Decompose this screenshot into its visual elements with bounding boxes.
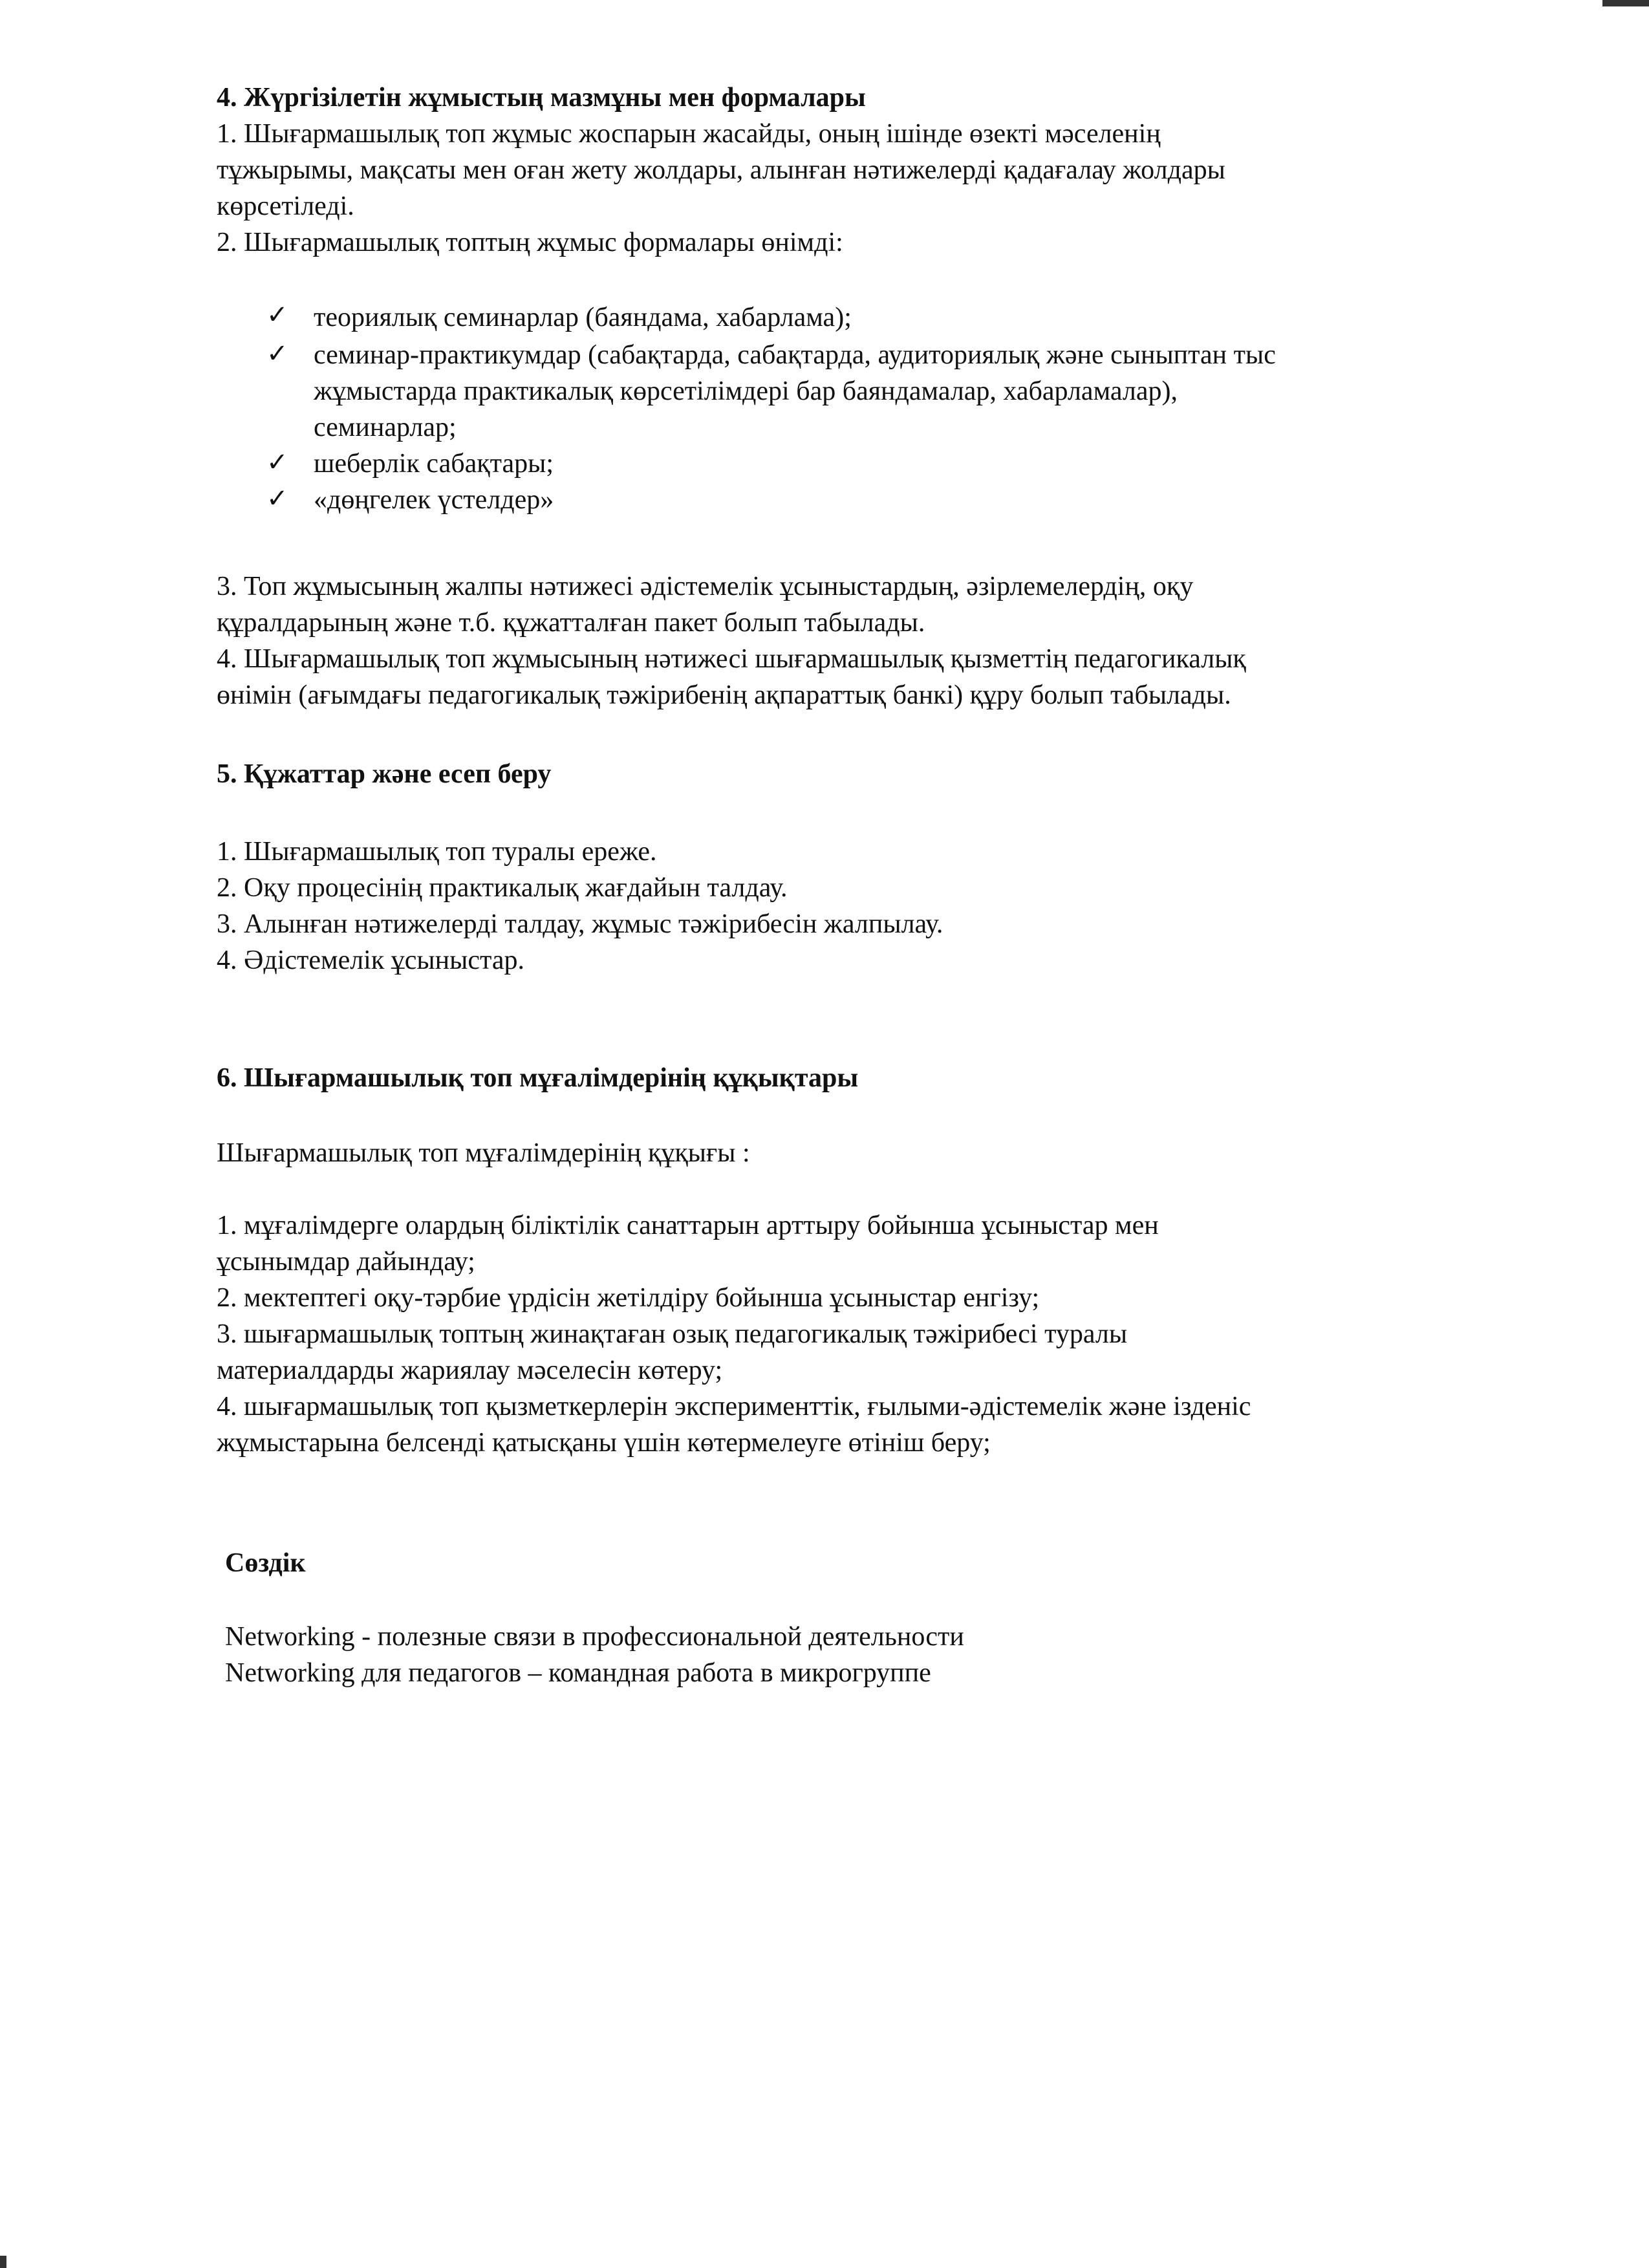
- section-5-item-4: 4. Әдістемелік ұсыныстар.: [217, 945, 524, 975]
- section-6-line-5: материалдарды жариялау мәселесін көтеру;: [217, 1355, 723, 1385]
- section-5-item-2: 2. Оқу процесінің практикалық жағдайын талдау.: [217, 873, 788, 903]
- section-6-line-2: ұсынымдар дайындау;: [217, 1247, 475, 1277]
- section-6-line-3: 2. мектептегі оқу-тәрбие үрдісін жетілдіру бойынша ұсыныстар енгізу;: [217, 1283, 1040, 1313]
- section-4-paragraph-4-line-2: өнімін (ағымдағы педагогикалық тәжірибенің ақпараттық банкі) құру болып табылады.: [217, 680, 1231, 710]
- section-6-line-7: жұмыстарына белсенді қатысқаны үшін көтермелеуге өтініш беру;: [217, 1428, 991, 1458]
- glossary-heading: Сөздік: [225, 1548, 306, 1578]
- section-4-paragraph-1-line-1: 1. Шығармашылық топ жұмыс жоспарын жасайды, оның ішінде өзекті мәселенің: [217, 119, 1161, 149]
- section-4-paragraph-4-line-1: 4. Шығармашылық топ жұмысының нәтижесі шығармашылық қызметтің педагогикалық: [217, 644, 1246, 674]
- section-6-line-4: 3. шығармашылық топтың жинақтаған озық педагогикалық тәжірибесі туралы: [217, 1319, 1128, 1349]
- check-item-2-line-3: семинарлар;: [314, 413, 457, 442]
- scan-edge-mark-top-right: [1602, 0, 1649, 6]
- section-6-heading: 6. Шығармашылық топ мұғалімдерінің құқықтары: [217, 1063, 859, 1093]
- section-5-item-3: 3. Алынған нәтижелерді талдау, жұмыс тәжірибесін жалпылау.: [217, 909, 943, 939]
- section-4-heading: 4. Жүргізілетін жұмыстың мазмұны мен формалары: [217, 83, 866, 113]
- section-6-line-1: 1. мұғалімдерге олардың біліктілік санаттарын арттыру бойынша ұсыныстар мен: [217, 1211, 1159, 1240]
- section-4-paragraph-3-line-2: құралдарының және т.б. құжатталған пакет болып табылады.: [217, 608, 925, 638]
- scan-edge-mark-bottom-left: [0, 2256, 6, 2268]
- glossary-line-2: Networking для педагогов – командная работа в микрогруппе: [225, 1658, 931, 1688]
- check-item-3: шеберлік сабақтары;: [314, 449, 554, 479]
- section-5-heading: 5. Құжаттар және есеп беру: [217, 759, 552, 789]
- check-item-1: теориялық семинарлар (баяндама, хабарлама);: [314, 303, 852, 332]
- section-6-line-6: 4. шығармашылық топ қызметкерлерін эксперименттік, ғылыми-әдістемелік және ізденіс: [217, 1392, 1251, 1421]
- section-4-paragraph-2: 2. Шығармашылық топтың жұмыс формалары өнімді:: [217, 228, 843, 257]
- glossary-line-1: Networking - полезные связи в профессиональной деятельности: [225, 1622, 964, 1652]
- section-4-paragraph-3-line-1: 3. Топ жұмысының жалпы нәтижесі әдістемелік ұсыныстардың, әзірлемелердің, оқу: [217, 572, 1194, 601]
- checkmark-icon: ✓: [266, 339, 288, 368]
- section-6-intro: Шығармашылық топ мұғалімдерінің құқығы :: [217, 1138, 750, 1168]
- check-item-2-line-1: семинар-практикумдар (сабақтарда, сабақтарда, аудиториялық және сыныптан тыс: [314, 340, 1276, 370]
- checkmark-icon: ✓: [266, 300, 288, 329]
- section-4-paragraph-1-line-2: тұжырымы, мақсаты мен оған жету жолдары, алынған нәтижелерді қадағалау жолдары: [217, 155, 1225, 185]
- section-4-paragraph-1-line-3: көрсетіледі.: [217, 191, 354, 221]
- checkmark-icon: ✓: [266, 448, 288, 477]
- checkmark-icon: ✓: [266, 484, 288, 513]
- section-5-item-1: 1. Шығармашылық топ туралы ереже.: [217, 837, 657, 867]
- check-item-2-line-2: жұмыстарда практикалық көрсетілімдері бар баяндамалар, хабарламалар),: [314, 376, 1178, 406]
- check-item-4: «дөңгелек үстелдер»: [314, 485, 554, 515]
